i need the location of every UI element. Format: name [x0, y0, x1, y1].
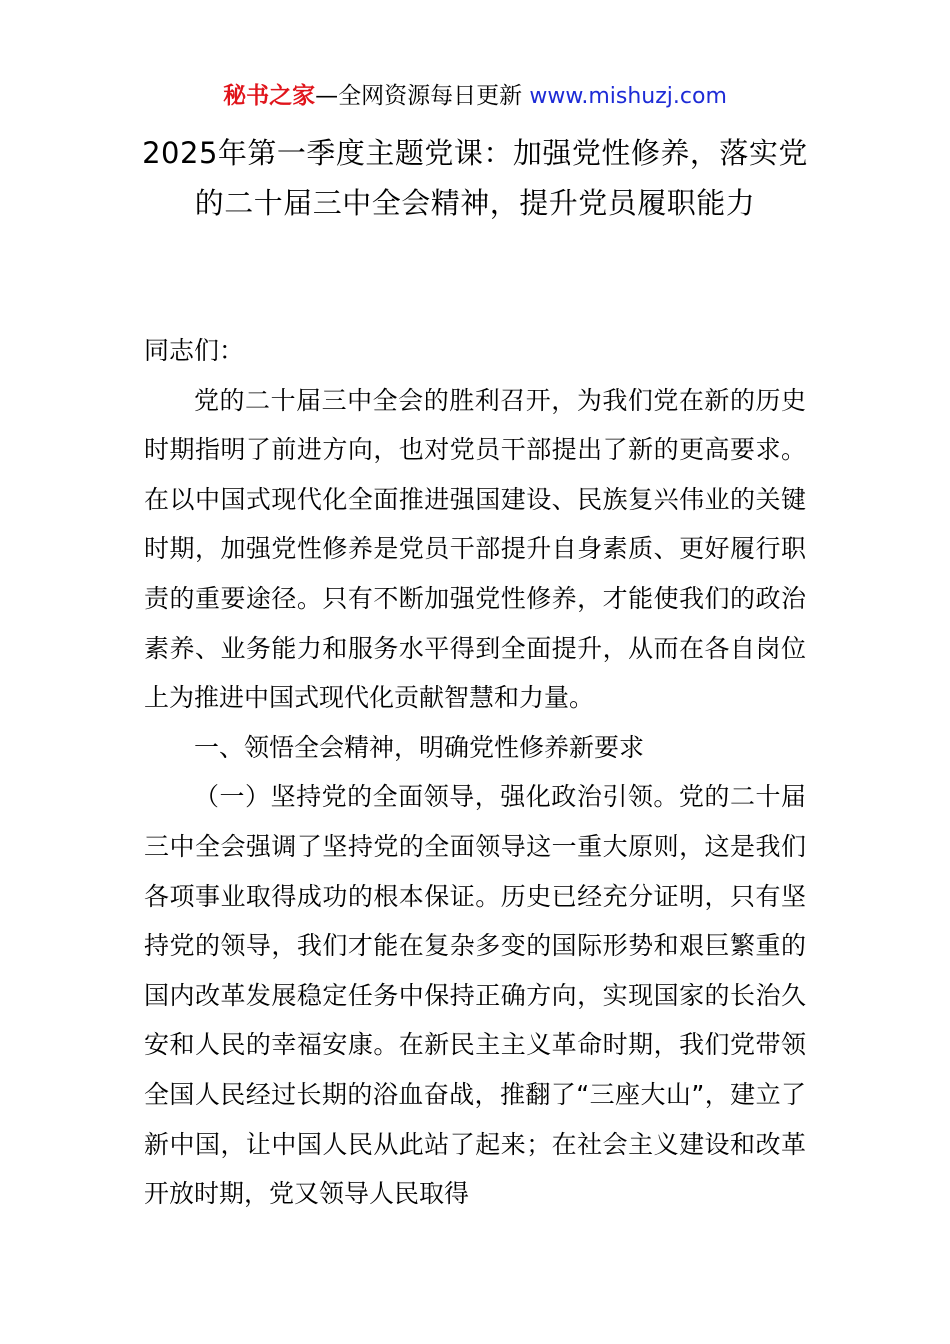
brand-name: 秘书之家 — [223, 83, 316, 109]
section-heading: 一、领悟全会精神，明确党性修养新要求 — [194, 732, 645, 762]
paragraph: （一）坚持党的全面领导，强化政治引领。党的二十届三中全会强调了坚持党的全面领导这一重大原则，这是我们各项事业取得成功的根本保证。历史已经充分证明，只有坚持党的领导，我们才能在复杂多变的国际形势和艰巨繁重的国内改革发展稳定任务中保持正确方向，实现国家的长治久安和人民的幸福安康。在新民主主义革命时期，我们党带领全国人民经过长期的浴血奋战，推翻了“三座大山”，建立了新中国，让中国人民从此站了起来；在社会主义建设和改革开放时期，党又领导人民取得 — [144, 782, 806, 1209]
document-body — [144, 326, 806, 1219]
salutation: 同志们： — [144, 336, 245, 365]
paragraph: 党的二十届三中全会的胜利召开，为我们党在新的历史时期指明了前进方向，也对党员干部提出了新的更高要求。在以中国式现代化全面推进强国建设、民族复兴伟业的关键时期，加强党性修养是党员干部提升自身素质、更好履行职责的重要途径。只有不断加强党性修养，才能使我们的政治素养、业务能力和服务水平得到全面提升，从而在各自岗位上为推进中国式现代化贡献智慧和力量。 — [144, 385, 806, 713]
site-header — [0, 80, 950, 113]
document-title: 2025年第一季度主题党课：加强党性修养，落实党的二十届三中全会精神，提升党员履职能力 — [142, 136, 808, 220]
site-url-link[interactable]: www.mishuzj.com — [529, 84, 727, 109]
header-tagline: —全网资源每日更新 — [315, 83, 530, 109]
